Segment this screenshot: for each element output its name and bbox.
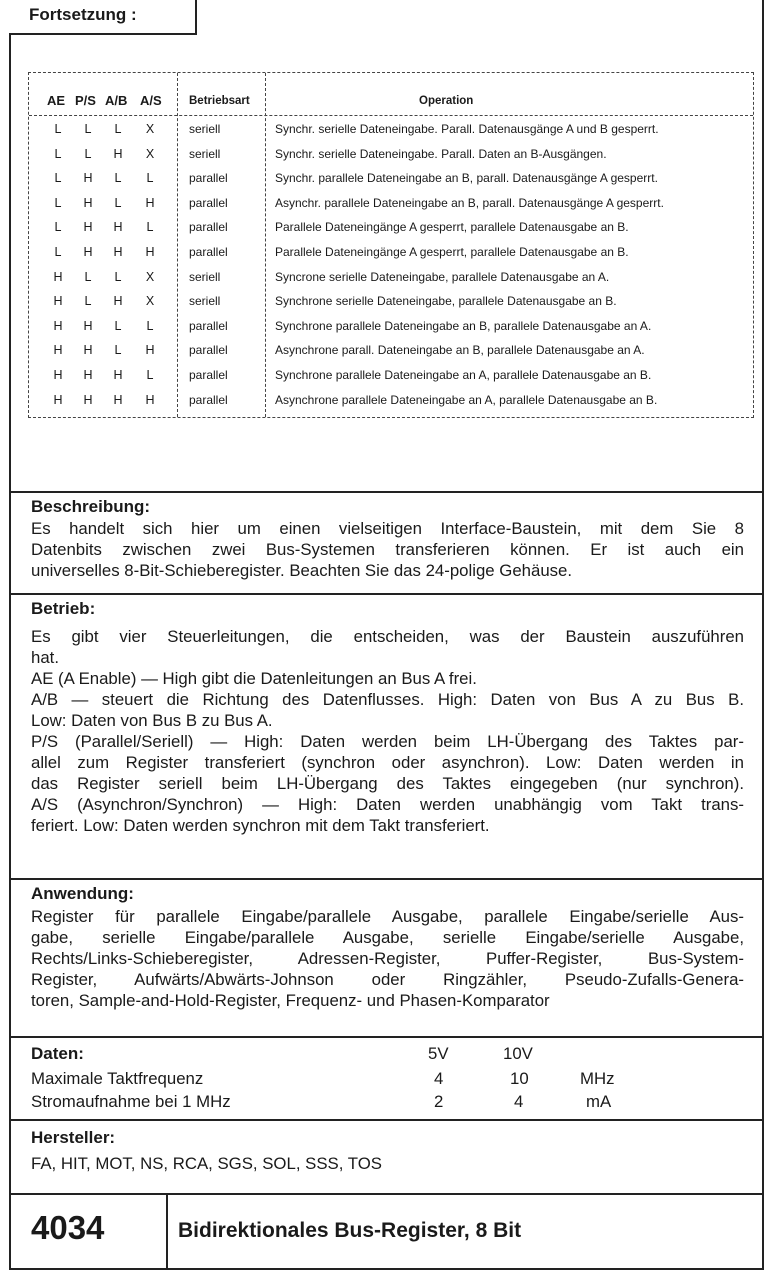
text-line: feriert. Low: Daten werden synchron mit dem Takt transferiert. [31,816,490,835]
cell-ps: H [83,171,93,186]
cell-as: X [145,146,155,161]
cell-ab: L [114,343,122,358]
anwendung-text [31,906,744,1011]
hersteller-text: FA, HIT, MOT, NS, RCA, SGS, SOL, SSS, TOS [31,1154,382,1173]
cell-as: X [145,294,155,309]
part-number: 4034 [31,1209,105,1246]
text-line: das Register seriell beim LH-Übergang des Taktes eingegeben (nur synchron). [31,774,744,793]
text-line: allel zum Register transferiert (synchron oder asynchron). Low: Daten werden in [31,753,744,772]
cell-mode: parallel [189,245,228,259]
cell-mode: seriell [189,146,221,161]
cell-ae: H [53,343,63,358]
table-row [29,217,753,242]
cell-ae: H [53,269,63,284]
header-operation: Operation [419,95,474,107]
cell-mode: parallel [189,318,228,333]
text-line: P/S (Parallel/Seriell) — High: Daten werden beim LH-Übergang des Taktes par- [31,732,744,751]
table-row [29,390,753,415]
daten-title: Daten: [31,1044,84,1063]
divider-beschreibung [9,491,764,493]
cell-operation: Synchrone serielle Dateneingabe, parallele Datenausgabe an B. [275,294,617,309]
table-row [29,340,753,365]
daten-label: Maximale Taktfrequenz [31,1069,204,1088]
divider-betrieb [9,593,764,595]
cell-mode: seriell [189,294,221,309]
header-ps: P/S [75,93,96,108]
continuation-tag: Fortsetzung : [9,0,197,35]
cell-ae: H [53,392,63,407]
cell-mode: parallel [189,392,228,407]
daten-value-10v: 10 [510,1069,529,1088]
table-row [29,267,753,292]
cell-as: X [145,122,155,136]
cell-ae: L [54,122,62,136]
cell-ab: H [113,392,123,407]
cell-operation: Asynchrone parallele Dateneingabe an A, parallele Datenausgabe an B. [275,392,658,407]
beschreibung-text [31,518,744,581]
hersteller-title: Hersteller: [31,1128,116,1147]
cell-ae: H [53,368,63,382]
text-line: Register, Aufwärts/Abwärts-Johnson oder Ringzähler, Pseudo-Zufalls-Genera- [31,970,744,989]
cell-mode: parallel [189,195,228,210]
cell-mode: parallel [189,171,228,186]
daten-label: Stromaufnahme bei 1 MHz [31,1092,231,1111]
cell-ae: L [54,195,62,210]
cell-ab: L [114,171,122,186]
cell-as: L [146,318,154,333]
table-header [29,73,753,116]
text-line: Es handelt sich hier um einen vielseitigen Interface-Baustein, mit dem Sie 8 [31,519,744,538]
cell-as: L [146,220,154,235]
text-line: AE (A Enable) — High gibt die Datenleitungen an Bus A frei. [31,669,477,688]
cell-as: H [145,343,155,358]
cell-ps: H [83,392,93,407]
table-row [29,291,753,316]
cell-mode: seriell [189,122,221,136]
header-ae: AE [47,93,66,108]
cell-ae: H [53,294,63,309]
text-line: toren, Sample-and-Hold-Register, Frequenz- und Phasen-Komparator [31,991,550,1010]
cell-ab: L [114,122,122,136]
cell-mode: parallel [189,220,228,235]
cell-mode: parallel [189,343,228,358]
table-row [29,316,753,341]
daten-header-5v: 5V [428,1044,449,1063]
daten-value-5v: 4 [434,1069,444,1088]
text-line: gabe, serielle Eingabe/parallele Ausgabe, serielle Eingabe/serielle Ausgabe, [31,928,744,947]
table-row [29,365,753,390]
beschreibung-title: Beschreibung: [31,497,151,516]
cell-operation: Synchr. parallele Dateneingabe an B, parall. Datenausgänge A gesperrt. [275,171,658,186]
cell-as: X [145,269,155,284]
cell-ab: H [113,368,123,382]
text-line: hat. [31,648,59,667]
text-line: A/S (Asynchron/Synchron) — High: Daten werden unabhängig vom Takt trans- [31,795,744,814]
cell-ab: L [114,269,122,284]
text-line: Low: Daten von Bus B zu Bus A. [31,711,273,730]
cell-ae: L [54,245,62,259]
header-mode: Betriebsart [189,95,250,107]
cell-operation: Synchrone parallele Dateneingabe an B, parallele Datenausgabe an A. [275,318,652,333]
betrieb-title: Betrieb: [31,599,96,618]
cell-as: L [146,368,154,382]
cell-operation: Parallele Dateneingänge A gesperrt, parallele Datenausgabe an B. [275,245,629,259]
cell-operation: Parallele Dateneingänge A gesperrt, parallele Datenausgabe an B. [275,220,629,235]
daten-unit: mA [586,1092,612,1111]
text-line: universelles 8-Bit-Schieberegister. Beachten Sie das 24-polige Gehäuse. [31,561,573,580]
daten-value-5v: 2 [434,1092,444,1111]
header-as: A/S [140,93,162,108]
cell-ae: L [54,146,62,161]
part-title: Bidirektionales Bus-Register, 8 Bit [178,1219,522,1242]
cell-ps: H [83,195,93,210]
cell-operation: Synchr. serielle Dateneingabe. Parall. Daten an B-Ausgängen. [275,146,607,161]
table-row [29,168,753,193]
cell-ps: H [83,368,93,382]
text-line: Register für parallele Eingabe/parallele Ausgabe, parallele Eingabe/serielle Aus- [31,907,744,926]
text-line: A/B — steuert die Richtung des Datenflusses. High: Daten von Bus A zu Bus B. [31,690,744,709]
cell-as: H [145,245,155,259]
daten-unit: MHz [580,1069,615,1088]
daten-header-10v: 10V [503,1044,533,1063]
text-line: Datenbits zwischen zwei Bus-Systemen transferieren können. Er ist auch ein [31,540,744,559]
cell-operation: Synchrone parallele Dateneingabe an A, parallele Datenausgabe an B. [275,368,652,382]
cell-ae: L [54,171,62,186]
cell-ps: H [83,245,93,259]
cell-ps: L [84,269,92,284]
footer-divider [166,1194,168,1270]
table-row [29,119,753,144]
cell-ps: H [83,318,93,333]
cell-operation: Syncrone serielle Dateneingabe, parallele Datenausgabe an A. [275,269,610,284]
cell-operation: Asynchrone parall. Dateneingabe an B, parallele Datenausgabe an A. [275,343,645,358]
cell-ae: L [54,220,62,235]
text-line: Es gibt vier Steuerleitungen, die entscheiden, was der Baustein auszuführen [31,627,744,646]
table-row [29,144,753,169]
daten-value-10v: 4 [514,1092,524,1111]
header-ab: A/B [105,93,128,108]
anwendung-title: Anwendung: [31,884,134,903]
cell-ab: L [114,318,122,333]
cell-ab: H [113,146,123,161]
cell-ae: H [53,318,63,333]
cell-ab: H [113,294,123,309]
cell-ab: H [113,220,123,235]
cell-ps: L [84,146,92,161]
cell-ps: H [83,220,93,235]
divider-footer [9,1193,764,1195]
cell-mode: seriell [189,269,221,284]
truth-table [28,72,754,418]
table-row [29,242,753,267]
cell-mode: parallel [189,368,228,382]
cell-ps: H [83,343,93,358]
divider-daten [9,1036,764,1038]
divider-hersteller [9,1119,764,1121]
text-line: Rechts/Links-Schieberegister, Adressen-Register, Puffer-Register, Bus-System- [31,949,744,968]
cell-operation: Synchr. serielle Dateneingabe. Parall. Datenausgänge A und B gesperrt. [275,122,659,136]
cell-ps: L [84,122,92,136]
divider-anwendung [9,878,764,880]
cell-as: H [145,392,155,407]
cell-ab: L [114,195,122,210]
cell-ab: H [113,245,123,259]
cell-ps: L [84,294,92,309]
cell-as: H [145,195,155,210]
cell-as: L [146,171,154,186]
table-row [29,193,753,218]
cell-operation: Asynchr. parallele Dateneingabe an B, parall. Datenausgänge A gesperrt. [275,195,664,210]
betrieb-text [31,626,744,836]
